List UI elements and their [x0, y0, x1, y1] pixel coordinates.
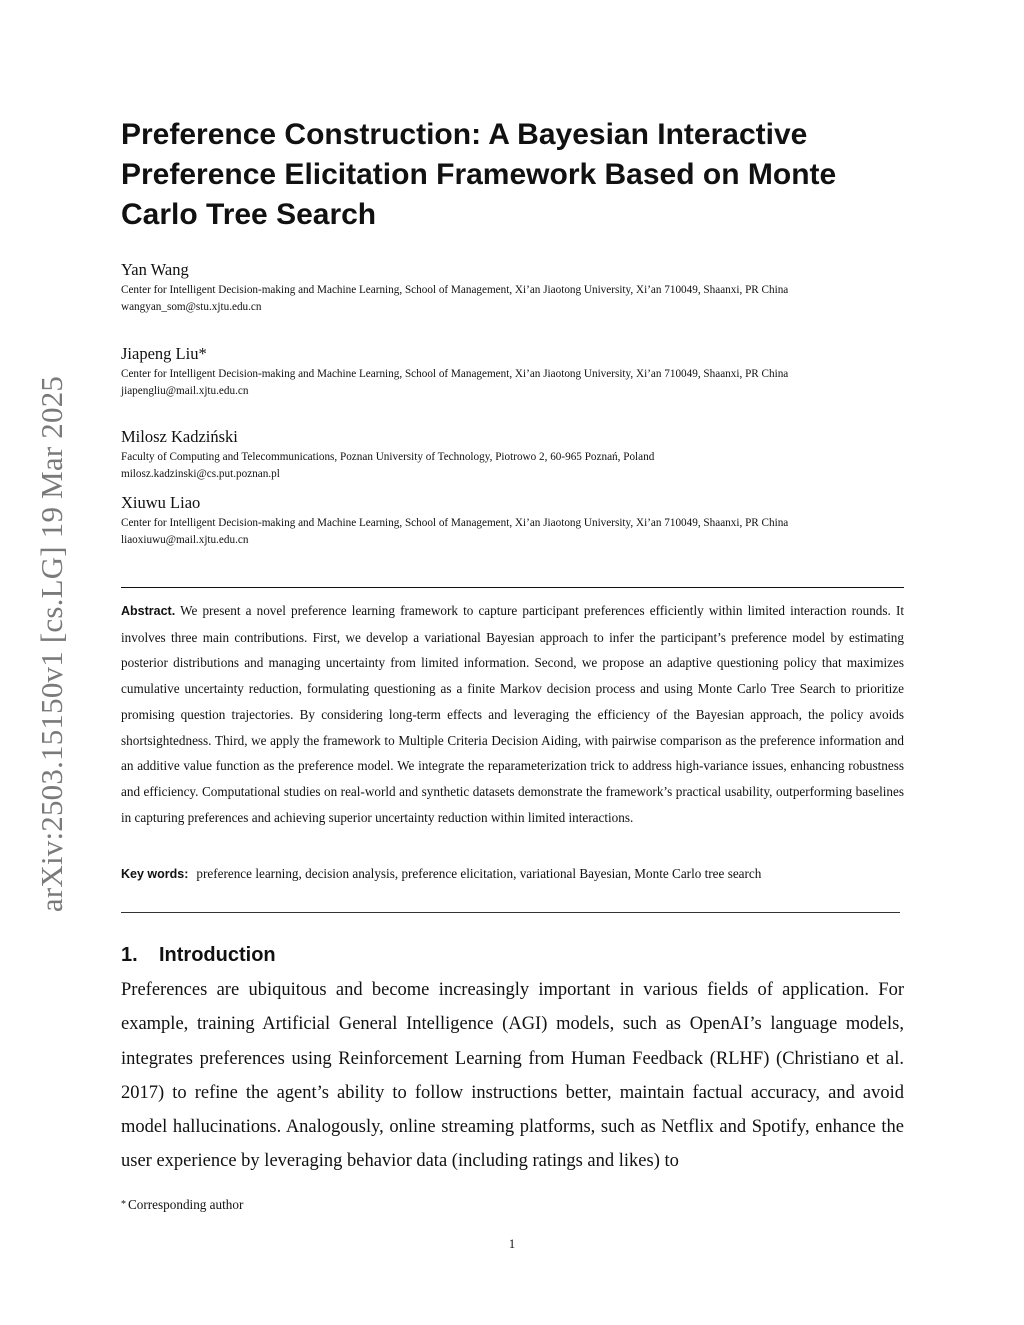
author-email: milosz.kadzinski@cs.put.poznan.pl [121, 468, 280, 480]
footnote [121, 1196, 243, 1214]
section-number: 1. [121, 944, 138, 966]
keywords-label: Key words: [121, 867, 189, 881]
abstract-top-rule [121, 587, 904, 588]
section-heading [121, 941, 276, 969]
author-name: Xiuwu Liao [121, 493, 201, 512]
author-name: Yan Wang [121, 260, 189, 279]
introduction-paragraph: Preferences are ubiquitous and become increasingly important in various fields of application. For example, training Artificial General Intelligence (AGI) models, such as OpenAI’s language models, integrates preferences using Reinforcement Learning from Human Feedback (RLHF) (Christiano et al. 2017) to refine the agent’s ability to follow instructions better, maintain factual accuracy, and avoid model hallucinations. Analogously, online streaming platforms, such as Netflix and Spotify, enhance the user experience by leveraging behavior data (including ratings and likes) to [121, 980, 904, 1172]
abstract [121, 598, 904, 830]
author-email: wangyan_som@stu.xjtu.edu.cn [121, 301, 262, 313]
author-block [121, 426, 911, 483]
abstract-bottom-rule [121, 912, 900, 913]
footnote-text: Corresponding author [128, 1197, 244, 1212]
keywords-text: preference learning, decision analysis, preference elicitation, variational Bayesian, Monte Carlo tree search [196, 866, 762, 881]
section-title: Introduction [159, 944, 276, 966]
author-block [121, 259, 911, 316]
author-block [121, 492, 911, 549]
author-affiliation: Center for Intelligent Decision-making and Machine Learning, School of Management, Xi’an Jiaotong University, Xi’an 710049, Shaanxi, PR China [121, 517, 789, 529]
keywords [121, 864, 904, 884]
author-name: Milosz Kadziński [121, 427, 238, 446]
author-affiliation: Center for Intelligent Decision-making and Machine Learning, School of Management, Xi’an Jiaotong University, Xi’an 710049, Shaanxi, PR China [121, 368, 789, 380]
arxiv-identifier: arXiv:2503.15150v1 [cs.LG] 19 Mar 2025 [34, 375, 69, 913]
author-affiliation: Faculty of Computing and Telecommunications, Poznan University of Technology, Piotrowo 2, 60-965 Poznań, Poland [121, 451, 655, 463]
author-name: Jiapeng Liu* [121, 344, 207, 363]
abstract-label: Abstract. [121, 604, 176, 618]
author-email: liaoxiuwu@mail.xjtu.edu.cn [121, 534, 249, 546]
footnote-mark: * [121, 1199, 126, 1210]
paper-title: Preference Construction: A Bayesian Interactive Preference Elicitation Framework Based on Monte Carlo Tree Search [121, 118, 837, 231]
author-affiliation: Center for Intelligent Decision-making and Machine Learning, School of Management, Xi’an Jiaotong University, Xi’an 710049, Shaanxi, PR China [121, 284, 789, 296]
page-number: 1 [508, 1237, 516, 1251]
author-block [121, 343, 911, 400]
abstract-text: We present a novel preference learning framework to capture participant preferences efficiently within limited interaction rounds. It involves three main contributions. First, we develop a variational Bayesian approach to infer the participant’s preference model by estimating posterior distributions and managing uncertainty from limited information. Second, we propose an adaptive questioning policy that maximizes cumulative uncertainty reduction, formulating questioning as a finite Markov decision process and using Monte Carlo Tree Search to prioritize promising question trajectories. By considering long-term effects and leveraging the efficiency of the Bayesian approach, the policy avoids shortsightedness. Third, we apply the framework to Multiple Criteria Decision Aiding, with pairwise comparison as the preference information and an additive value function as the preference model. We integrate the reparameterization trick to address high-variance issues, enhancing robustness and efficiency. Computational studies on real-world and synthetic datasets demonstrate the framework’s practical usability, outperforming baselines in capturing preferences and achieving superior uncertainty reduction within limited interactions. [121, 603, 904, 825]
author-email: jiapengliu@mail.xjtu.edu.cn [121, 385, 249, 397]
